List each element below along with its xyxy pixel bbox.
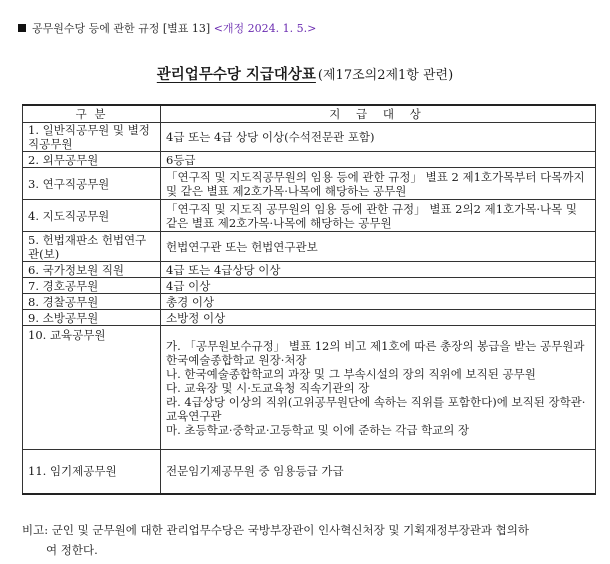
page-title — [0, 63, 610, 84]
regulation-header — [18, 20, 316, 36]
list-item: 마. 초등학교·중학교·고등학교 및 이에 준하는 각급 학교의 장 — [166, 422, 470, 437]
row-category: 1. 일반직공무원 및 별정직공무원 — [23, 123, 161, 152]
regulation-reference: 공무원수당 등에 관한 규정 [별표 13] — [32, 22, 211, 35]
row-eligibility: 전문임기제공무원 중 임용등급 가급 — [161, 450, 596, 494]
row-eligibility: 「연구직 및 지도직공무원의 임용 등에 관한 규정」 별표 2 제1호가목부터 다목까지 및 같은 별표 제2호가목·나목에 해당하는 공무원 — [161, 168, 596, 200]
footnote-line: 비고: 군인 및 군무원에 대한 관리업무수당은 국방부장관이 인사혁신처장 및 기획재정부장관과 협의하 — [22, 523, 530, 537]
row-category: 6. 국가정보원 직원 — [23, 262, 161, 278]
list-item: 라. 4급상당 이상의 직위(고위공무원단에 속하는 직위를 포함한다)에 보직된 장학관·교육연구관 — [166, 394, 586, 423]
row-category: 4. 지도직공무원 — [23, 200, 161, 232]
column-header-category: 구 분 — [23, 105, 161, 123]
revision-date: <개정 2024. 1. 5.> — [213, 22, 317, 35]
table-row — [23, 232, 596, 262]
black-square-icon — [18, 24, 26, 32]
footnote-line: 여 정한다. — [46, 543, 98, 557]
row-category: 7. 경호공무원 — [23, 278, 161, 294]
row-category: 8. 경찰공무원 — [23, 294, 161, 310]
row-category: 2. 외무공무원 — [23, 152, 161, 168]
row-category: 9. 소방공무원 — [23, 310, 161, 326]
list-item: 나. 한국예술종합학교의 과장 및 그 부속시설의 장의 직위에 보직된 공무원 — [166, 366, 536, 381]
row-eligibility: 헌법연구관 또는 헌법연구관보 — [161, 232, 596, 262]
table-row — [23, 450, 596, 494]
row-eligibility: 「연구직 및 지도직 공무원의 임용 등에 관한 규정」 별표 2의2 제1호가목·나목 및 같은 별표 제2호가목·나목에 해당하는 공무원 — [161, 200, 596, 232]
list-item: 다. 교육장 및 시·도교육청 직속기관의 장 — [166, 380, 370, 395]
eligibility-table — [22, 104, 596, 495]
row-category: 3. 연구직공무원 — [23, 168, 161, 200]
table-row — [23, 278, 596, 294]
table-row — [23, 152, 596, 168]
row-eligibility: 4급 또는 4급 상당 이상(수석전문관 포함) — [161, 123, 596, 152]
row-eligibility: 4급 이상 — [161, 278, 596, 294]
title-main: 관리업무수당 지급대상표 — [156, 67, 316, 83]
table-row-education — [23, 326, 596, 450]
table-row — [23, 310, 596, 326]
table-row — [23, 262, 596, 278]
footnote — [22, 520, 596, 560]
column-header-eligibility: 지 급 대 상 — [161, 105, 596, 123]
table-row — [23, 123, 596, 152]
table-header-row — [23, 105, 596, 123]
row-category: 10. 교육공무원 — [23, 326, 161, 450]
row-category: 11. 임기제공무원 — [23, 450, 161, 494]
row-eligibility: 4급 또는 4급상당 이상 — [161, 262, 596, 278]
title-sub: (제17조의2제1항 관련) — [317, 68, 454, 83]
table-row — [23, 168, 596, 200]
row-eligibility: 총경 이상 — [161, 294, 596, 310]
table-row — [23, 200, 596, 232]
row-eligibility: 6등급 — [161, 152, 596, 168]
row-eligibility-list — [161, 326, 596, 450]
list-item: 가. 「공무원보수규정」 별표 12의 비고 제1호에 따른 총장의 봉급을 받는 공무원과 한국예술종합학교 원장·처장 — [166, 338, 585, 367]
row-eligibility: 소방정 이상 — [161, 310, 596, 326]
table-row — [23, 294, 596, 310]
row-category: 5. 헌법재판소 헌법연구관(보) — [23, 232, 161, 262]
